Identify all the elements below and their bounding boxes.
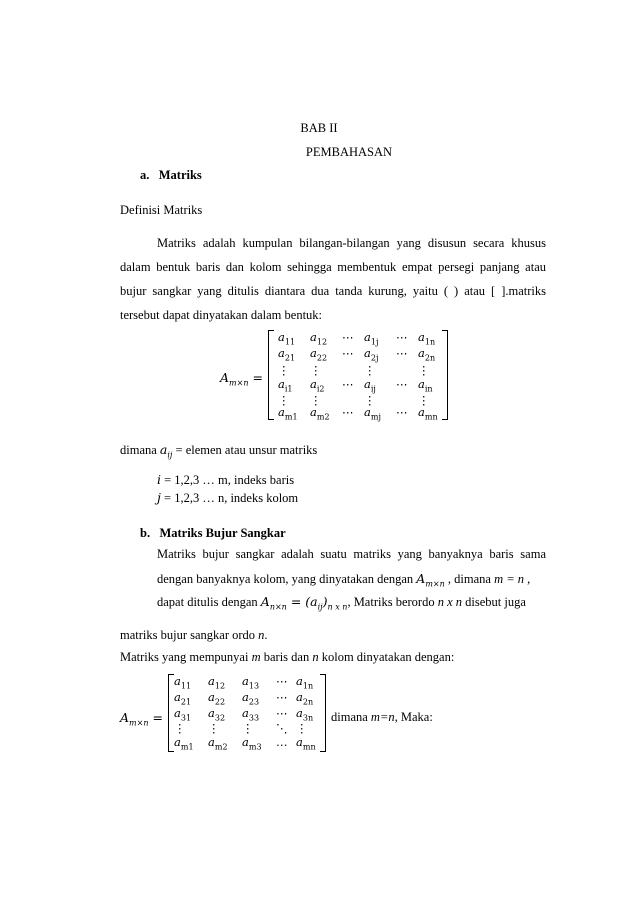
matrix1-cell: $a_{m2}$ [310, 405, 330, 422]
matrix2-cell: $a_{32}$ [208, 706, 226, 723]
square-line-2: dengan banyaknya kolom, yang dinyatakan dengan $A_{m\times n}$ , dimana m = n , [157, 571, 531, 589]
definition-line-4: tersebut dapat dinyatakan dalam bentuk: [120, 308, 323, 322]
matrix2 [168, 674, 326, 752]
definition-line-3: bujur sangkar yang ditulis diantara dua tanda kurung, yaitu ( ) atau [ ].matriks [120, 284, 546, 298]
section-a-heading: a. Matriks [140, 168, 202, 182]
matrix1-cell: ⋮ [418, 363, 430, 377]
matrix2-cell: $a_{12}$ [208, 674, 226, 691]
matrix2-cell: $a_{11}$ [174, 674, 192, 691]
matrix1-cell: $a_{1j}$ [364, 330, 379, 347]
square-line-1: Matriks bujur sangkar adalah suatu matriks yang banyaknya baris sama [157, 547, 546, 561]
matrix2-cell: $a_{3n}$ [296, 706, 314, 723]
section-b-heading: b. Matriks Bujur Sangkar [140, 526, 286, 540]
matrix1-cell: ⋮ [278, 393, 290, 407]
matrix1-cell: ⋯ [396, 405, 408, 419]
matrix1-cell: ⋮ [310, 393, 322, 407]
matrix1-label: $A_{m\times n}$ = [220, 370, 263, 388]
matrix1-cell: ⋯ [396, 330, 408, 344]
matrix1-cell: ⋯ [342, 377, 354, 391]
matrix2-cell: ⋯ [276, 706, 288, 720]
matrix2-after-text: dimana m=n, Maka: [331, 710, 433, 724]
definition-line-2: dalam bentuk baris dan kolom sehingga membentuk empat persegi panjang atau [120, 260, 546, 274]
matrix2-cell: $a_{1n}$ [296, 674, 314, 691]
matrix2-right-bracket [320, 674, 326, 752]
matrix1-cell: $a_{2j}$ [364, 346, 379, 363]
matrix1-cell: $a_{2n}$ [418, 346, 436, 363]
matrix1-cell: ⋮ [364, 393, 376, 407]
matrix2-cell: ⋮ [242, 721, 254, 735]
matrix2-cell: ⋮ [208, 721, 220, 735]
matrix1-cell: ⋯ [342, 330, 354, 344]
matrix2-cell: $a_{2n}$ [296, 690, 314, 707]
matrix1-cell: ⋮ [418, 393, 430, 407]
matrix1-cell: $a_{m1}$ [278, 405, 298, 422]
matrix2-cell: ⋯ [276, 690, 288, 704]
matrix1-cell: ⋮ [364, 363, 376, 377]
matrix1-cell: $a_{11}$ [278, 330, 296, 347]
matrix2-cell: $a_{31}$ [174, 706, 192, 723]
chapter-title: PEMBAHASAN [305, 145, 393, 159]
matrix1-cell: ⋯ [342, 346, 354, 360]
matrix2-cell: ⋮ [296, 721, 308, 735]
matrix2-cell: ⋱ [276, 721, 288, 735]
matrix1-left-bracket [268, 330, 274, 420]
where-i-line: i = 1,2,3 … m, indeks baris [157, 472, 295, 487]
matrix1-cell: $a_{i1}$ [278, 377, 293, 394]
square-line-4: matriks bujur sangkar ordo n. [120, 628, 268, 642]
matrix1-cell: $a_{i2}$ [310, 377, 325, 394]
matrix2-cell: $a_{m3}$ [242, 735, 262, 752]
matrix2-cell: $a_{22}$ [208, 690, 226, 707]
matrix1-cell: ⋯ [396, 346, 408, 360]
matrix2-label: $A_{m\times n}$ = [120, 710, 163, 728]
matrix1-cell: $a_{1n}$ [418, 330, 436, 347]
matrix1-right-bracket [442, 330, 448, 420]
matrix2-cell: … [276, 735, 288, 749]
matrix2-cell: $a_{m1}$ [174, 735, 194, 752]
matrix2-cell: $a_{13}$ [242, 674, 260, 691]
matrix1-cell: ⋮ [278, 363, 290, 377]
matrix1-cell: $a_{22}$ [310, 346, 328, 363]
matrix2-cell: $a_{23}$ [242, 690, 260, 707]
square-line-5: Matriks yang mempunyai m baris dan n kolom dinyatakan dengan: [120, 650, 455, 664]
matrix1 [268, 330, 448, 420]
matrix1-cell: ⋮ [310, 363, 322, 377]
matrix2-cell: ⋯ [276, 674, 288, 688]
matrix1-cell: $a_{in}$ [418, 377, 433, 394]
matrix1-cell: $a_{21}$ [278, 346, 296, 363]
matrix1-cell: $a_{mj}$ [364, 405, 381, 422]
matrix2-cell: $a_{mn}$ [296, 735, 316, 752]
square-line-3: dapat ditulis dengan $A_{n\times n} = (a_{ij})_{n x n}$, Matriks berordo n x n disebut juga [157, 594, 526, 612]
matrix1-cell: ⋯ [342, 405, 354, 419]
matrix1-cell: $a_{mn}$ [418, 405, 438, 422]
matrix2-cell: ⋮ [174, 721, 186, 735]
definition-line-1: Matriks adalah kumpulan bilangan-bilangan yang disusun secara khusus [157, 236, 546, 250]
matrix1-cell: ⋯ [396, 377, 408, 391]
definition-subheading: Definisi Matriks [120, 203, 203, 217]
matrix1-cell: $a_{ij}$ [364, 377, 376, 394]
matrix2-cell: $a_{m2}$ [208, 735, 228, 752]
chapter-label: BAB II [300, 121, 338, 135]
matrix2-cell: $a_{33}$ [242, 706, 260, 723]
where-aij-line: dimana $a_{ij}$ = elemen atau unsur matriks [120, 442, 318, 460]
matrix1-cell: $a_{12}$ [310, 330, 328, 347]
where-j-line: j = 1,2,3 … n, indeks kolom [157, 490, 299, 505]
matrix2-cell: $a_{21}$ [174, 690, 192, 707]
